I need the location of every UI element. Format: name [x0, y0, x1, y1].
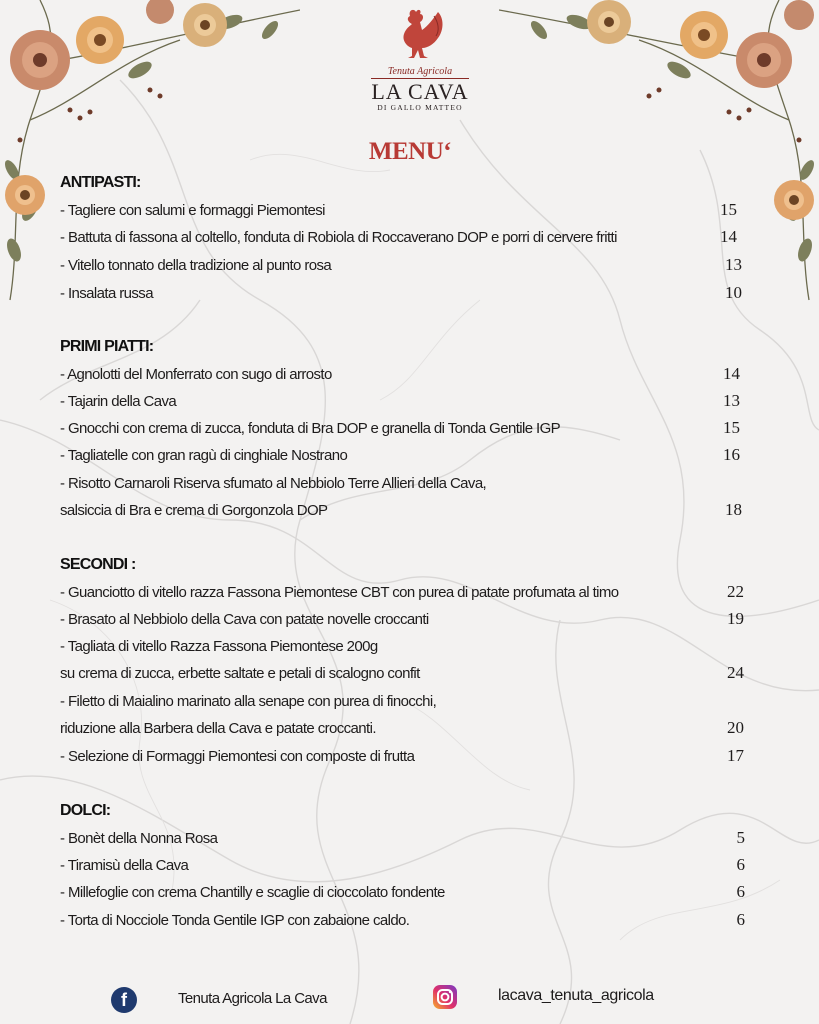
facebook-link[interactable]: Tenuta Agricola La Cava [178, 990, 327, 1007]
item-price: 13 [725, 255, 742, 274]
menu-title: MENU‘ [368, 138, 452, 165]
section-title-dolci: DOLCI: [60, 802, 111, 819]
floral-corner-right [499, 0, 819, 310]
menu-item: - Gnocchi con crema di zucca, fonduta di Bra DOP e granella di Tonda Gentile IGP [60, 420, 561, 437]
menu-item: - Selezione di Formaggi Piemontesi con composte di frutta [60, 748, 415, 765]
menu-item: - Brasato al Nebbiolo della Cava con patate novelle croccanti [60, 611, 429, 628]
item-price: 13 [723, 391, 740, 410]
item-price: 19 [727, 609, 744, 628]
menu-item: - Agnolotti del Monferrato con sugo di arrosto [60, 366, 332, 383]
menu-item-continued: salsiccia di Bra e crema di Gorgonzola DOP [60, 502, 328, 519]
menu-item-continued: riduzione alla Barbera della Cava e patate croccanti. [60, 720, 376, 737]
instagram-icon[interactable] [432, 984, 458, 1010]
item-price: 16 [723, 445, 740, 464]
menu-item: - Vitello tonnato della tradizione al punto rosa [60, 257, 332, 274]
item-price: 20 [727, 718, 744, 737]
tenuta-label: Tenuta Agricola [387, 66, 453, 77]
facebook-icon[interactable]: f [111, 987, 137, 1013]
item-price: 10 [725, 283, 742, 302]
menu-item: - Millefoglie con crema Chantilly e scaglie di cioccolato fondente [60, 884, 445, 901]
menu-item: - Battuta di fassona al coltello, fonduta di Robiola di Roccaverano DOP e porri di cervere fritti [60, 229, 617, 246]
menu-item: - Bonèt della Nonna Rosa [60, 830, 218, 847]
item-price: 14 [720, 227, 737, 246]
item-price: 6 [736, 855, 745, 874]
instagram-link[interactable]: lacava_tenuta_agricola [498, 987, 654, 1004]
item-price: 17 [727, 746, 744, 765]
rooster-icon [394, 6, 446, 62]
menu-item: - Tagliata di vitello Razza Fassona Piemontese 200g [60, 638, 378, 655]
menu-item: - Tagliatelle con gran ragù di cinghiale Nostrano [60, 447, 348, 464]
menu-item: - Filetto di Maialino marinato alla senape con purea di finocchi, [60, 693, 437, 710]
menu-item: - Tajarin della Cava [60, 393, 177, 410]
menu-item: - Tiramisù della Cava [60, 857, 189, 874]
item-price: 22 [727, 582, 744, 601]
section-title-antipasti: ANTIPASTI: [60, 174, 141, 191]
menu-item: - Torta di Nocciole Tonda Gentile IGP con zabaione caldo. [60, 912, 410, 929]
item-price: 24 [727, 663, 744, 682]
item-price: 14 [723, 364, 740, 383]
item-price: 5 [736, 828, 745, 847]
brand-subtitle: DI GALLO MATTEO [377, 103, 463, 112]
item-price: 15 [720, 200, 737, 219]
item-price: 6 [736, 910, 745, 929]
item-price: 15 [723, 418, 740, 437]
menu-item: - Tagliere con salumi e formaggi Piemontesi [60, 202, 325, 219]
logo [360, 6, 480, 121]
menu-item: - Insalata russa [60, 285, 153, 302]
menu-item-continued: su crema di zucca, erbette saltate e petali di scalogno confit [60, 665, 420, 682]
section-title-primi: PRIMI PIATTI: [60, 338, 154, 355]
menu-item: - Guanciotto di vitello razza Fassona Piemontese CBT con purea di patate profumata al timo [60, 584, 619, 601]
section-title-secondi: SECONDI : [60, 556, 136, 573]
item-price: 6 [736, 882, 745, 901]
menu-item: - Risotto Carnaroli Riserva sfumato al Nebbiolo Terre Allieri della Cava, [60, 475, 487, 492]
item-price: 18 [725, 500, 742, 519]
brand-name: LA CAVA [371, 79, 469, 104]
